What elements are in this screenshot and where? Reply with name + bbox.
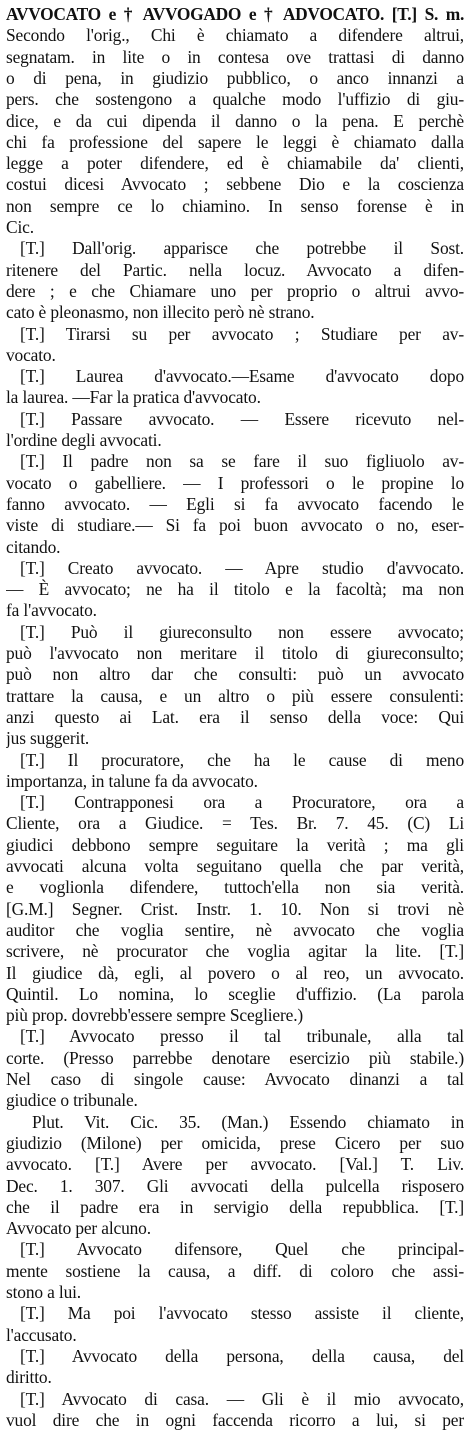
entry-line: [T.] Tirarsi su per avvocato ; Studiare per av- bbox=[20, 323, 464, 344]
entry-line: giudizio (Milone) per omicida, prese Cicero per suo bbox=[6, 1132, 464, 1153]
entry-line: giudice o tribunale. bbox=[6, 1090, 138, 1111]
entry-line: chi fa professione del sapere le leggi è chiamato dalla bbox=[6, 131, 464, 152]
entry-line: [T.] Passare avvocato. — Essere ricevuto nel- bbox=[20, 408, 464, 429]
entry-line: più prop. dovrebb'essere sempre Scegliere.) bbox=[6, 1005, 304, 1026]
entry-line: o di pena, in giudizio pubblico, o anco innanzi a bbox=[6, 67, 464, 88]
entry-line: Cliente, ora a Giudice. = Tes. Br. 7. 45. (C) Li bbox=[6, 813, 464, 834]
entry-line: [G.M.] Segner. Crist. Instr. 1. 10. Non si trovi nè bbox=[6, 898, 464, 919]
entry-line: fa l'avvocato. bbox=[6, 600, 97, 621]
entry-line: Avvocato per alcuno. bbox=[6, 1218, 151, 1239]
entry-line: fanno avvocato. — Egli si fa avvocato facendo le bbox=[6, 493, 464, 514]
entry-line: anzi questo ai Lat. era il senso della voce: Qui bbox=[6, 706, 464, 727]
entry-line: dere ; e che Chiamare uno per proprio o altrui avvo- bbox=[6, 280, 464, 301]
entry-line: non sempre ce lo chiamino. In senso forense è in bbox=[6, 195, 464, 216]
entry-line: trattare la causa, e un altro o più essere consulenti: bbox=[6, 685, 464, 706]
entry-line: dice, e da cui dipenda il danno o la pena. E perchè bbox=[6, 110, 464, 131]
entry-line: che il padre era in servigio della repubblica. [T.] bbox=[6, 1196, 464, 1217]
entry-line: [T.] Il procuratore, che ha le cause di meno bbox=[20, 749, 464, 770]
entry-line: corte. (Presso parrebbe denotare esercizio più stabile.) bbox=[6, 1047, 464, 1068]
entry-line: Secondo l'orig., Chi è chiamato a difendere altrui, bbox=[6, 25, 464, 46]
entry-line: può l'avvocato non meritare il titolo di giureconsulto; bbox=[6, 643, 464, 663]
entry-headword: AVVOCATO e † AVVOGADO e † ADVOCATO. [T.] S. m. bbox=[6, 4, 464, 24]
entry-line: jus suggerit. bbox=[6, 728, 90, 749]
entry-line: l'ordine degli avvocati. bbox=[6, 430, 162, 450]
entry-line: mente sostiene la causa, a diff. di coloro che assi- bbox=[6, 1260, 464, 1281]
entry-line: Cic. bbox=[6, 217, 34, 237]
entry-line: Il giudice dà, egli, al povero o al reo, un avvocato. bbox=[6, 962, 464, 983]
entry-line: l'accusato. bbox=[6, 1324, 77, 1345]
entry-line: [T.] Ma poi l'avvocato stesso assiste il cliente, bbox=[20, 1303, 464, 1324]
entry-line: legge a poter difendere, ed è chiamabile da' clienti, bbox=[6, 153, 464, 174]
entry-line: diritto. bbox=[6, 1367, 52, 1388]
entry-line: ritenere del Partic. nella locuz. Avvocato a difen- bbox=[6, 259, 464, 280]
entry-line: costui dicesi Avvocato ; sebbene Dio e la coscienza bbox=[6, 174, 464, 195]
entry-line: auditor che voglia sentire, nè avvocato che voglia bbox=[6, 919, 464, 940]
entry-line: Dec. 1. 307. Gli avvocati della pulcella risposero bbox=[6, 1175, 464, 1196]
entry-line: vuol dire che in ogni faccenda ricorro a lui, si per bbox=[6, 1409, 464, 1430]
entry-line: — È avvocato; ne ha il titolo e la facoltà; ma non bbox=[6, 579, 464, 600]
entry-line: scrivere, nè procurator che voglia agitar la lite. [T.] bbox=[6, 941, 464, 962]
entry-line: Plut. Vit. Cic. 35. (Man.) Essendo chiamato in bbox=[32, 1111, 464, 1132]
entry-line: [T.] Il padre non sa se fare il suo figliuolo av- bbox=[20, 451, 464, 472]
entry-line: Quintil. Lo nomina, lo sceglie d'uffizio. (La parola bbox=[6, 983, 464, 1004]
entry-line: [T.] Avvocato presso il tal tribunale, alla tal bbox=[20, 1026, 464, 1047]
entry-line: e voglionla difendere, tuttoch'ella non sia verità. bbox=[6, 877, 464, 898]
entry-line: può non altro dar che consulti: può un avvocato bbox=[6, 664, 464, 685]
entry-line: segnatam. in lite o in contesa ove trattasi di danno bbox=[6, 46, 464, 67]
entry-line: giudici debbono sempre seguitare la verità ; ma gli bbox=[6, 834, 464, 855]
entry-line: la laurea. —Far la pratica d'avvocato. bbox=[6, 387, 261, 408]
entry-line: pers. che sostengono a qualche modo l'uffizio di giu- bbox=[6, 89, 464, 110]
entry-line: [T.] Avvocato difensore, Quel che principal- bbox=[20, 1239, 464, 1260]
entry-line: avvocati alcuna volta seguitano quella che par verità, bbox=[6, 856, 464, 876]
entry-line: stono a lui. bbox=[6, 1282, 82, 1302]
entry-line: [T.] Laurea d'avvocato.—Esame d'avvocato dopo bbox=[20, 366, 464, 387]
entry-line: [T.] Dall'orig. apparisce che potrebbe il Sost. bbox=[20, 238, 464, 259]
entry-line: [T.] Contrapponesi ora a Procuratore, ora a bbox=[20, 792, 464, 813]
entry-line: [T.] Creato avvocato. — Apre studio d'avvocato. bbox=[20, 557, 464, 578]
entry-line: importanza, in talune fa da avvocato. bbox=[6, 770, 258, 791]
entry-line: vocato o gabelliere. — I professori o le propine lo bbox=[6, 472, 464, 493]
entry-line: [T.] Può il giureconsulto non essere avvocato; bbox=[20, 621, 464, 642]
entry-line: avvocato. [T.] Avere per avvocato. [Val.] T. Liv. bbox=[6, 1154, 464, 1175]
entry-line: cato è pleonasmo, non illecito però nè strano. bbox=[6, 302, 315, 323]
entry-line: vocato. bbox=[6, 344, 56, 365]
entry-line: [T.] Avvocato di casa. — Gli è il mio avvocato, bbox=[20, 1388, 464, 1409]
entry-line: [T.] Avvocato della persona, della causa, del bbox=[20, 1345, 464, 1366]
entry-line: citando. bbox=[6, 536, 61, 557]
entry-line: viste di studiare.— Si fa poi buon avvocato o no, eser- bbox=[6, 515, 464, 536]
entry-line: Nel caso di singole cause: Avvocato dinanzi a tal bbox=[6, 1069, 464, 1089]
